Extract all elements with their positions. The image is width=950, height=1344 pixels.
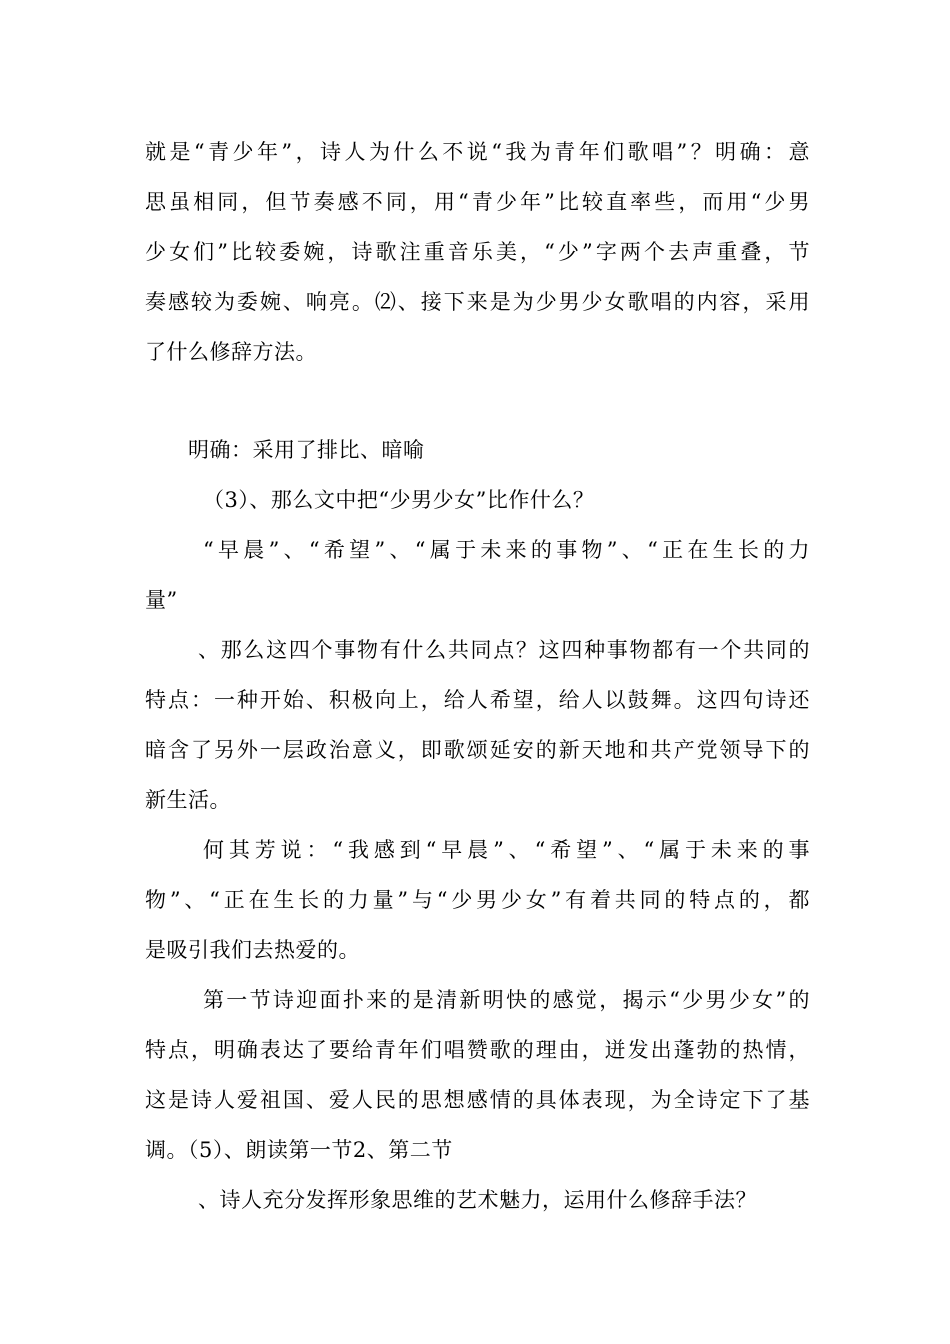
text-line: 了什么修辞方法。 [145,340,317,364]
text-line: （3）、那么文中把“少男少女”比作什么？ [203,488,595,512]
text-line: 调。（5）、朗读第一节2、第二节 [145,1138,453,1162]
text-line: 是吸引我们去热爱的。 [145,938,360,962]
text-line: 物”、“正在生长的力量”与“少男少女”有着共同的特点的，都 [145,888,810,912]
text-line: 明确：采用了排比、暗喻 [188,438,425,462]
text-line: 第一节诗迎面扑来的是清新明快的感觉，揭示“少男少女”的 [203,988,810,1012]
text-line: 奏感较为委婉、响亮。⑵、接下来是为少男少女歌唱的内容，采用 [145,290,810,314]
text-line: 、那么这四个事物有什么共同点？这四种事物都有一个共同的 [198,638,810,662]
text-line: 、诗人充分发挥形象思维的艺术魅力，运用什么修辞手法？ [198,1188,757,1212]
text-line: 少女们”比较委婉，诗歌注重音乐美，“少”字两个去声重叠，节 [145,240,810,264]
text-line: 量” [145,588,178,612]
text-line: 就是“青少年”，诗人为什么不说“我为青年们歌唱”？明确：意 [145,140,810,164]
text-line: 新生活。 [145,788,231,812]
text-line: 思虽相同，但节奏感不同，用“青少年”比较直率些，而用“少男 [145,190,810,214]
text-line: 特点：一种开始、积极向上，给人希望，给人以鼓舞。这四句诗还 [145,688,810,712]
text-line: “早晨”、“希望”、“属于未来的事物”、“正在生长的力 [203,538,810,562]
text-line: 这是诗人爱祖国、爱人民的思想感情的具体表现，为全诗定下了基 [145,1088,810,1112]
text-line: 何其芳说：“我感到“早晨”、“希望”、“属于未来的事 [203,838,810,862]
text-line: 暗含了另外一层政治意义，即歌颂延安的新天地和共产党领导下的 [145,738,810,762]
text-line: 特点，明确表达了要给青年们唱赞歌的理由，迸发出蓬勃的热情， [145,1038,810,1062]
